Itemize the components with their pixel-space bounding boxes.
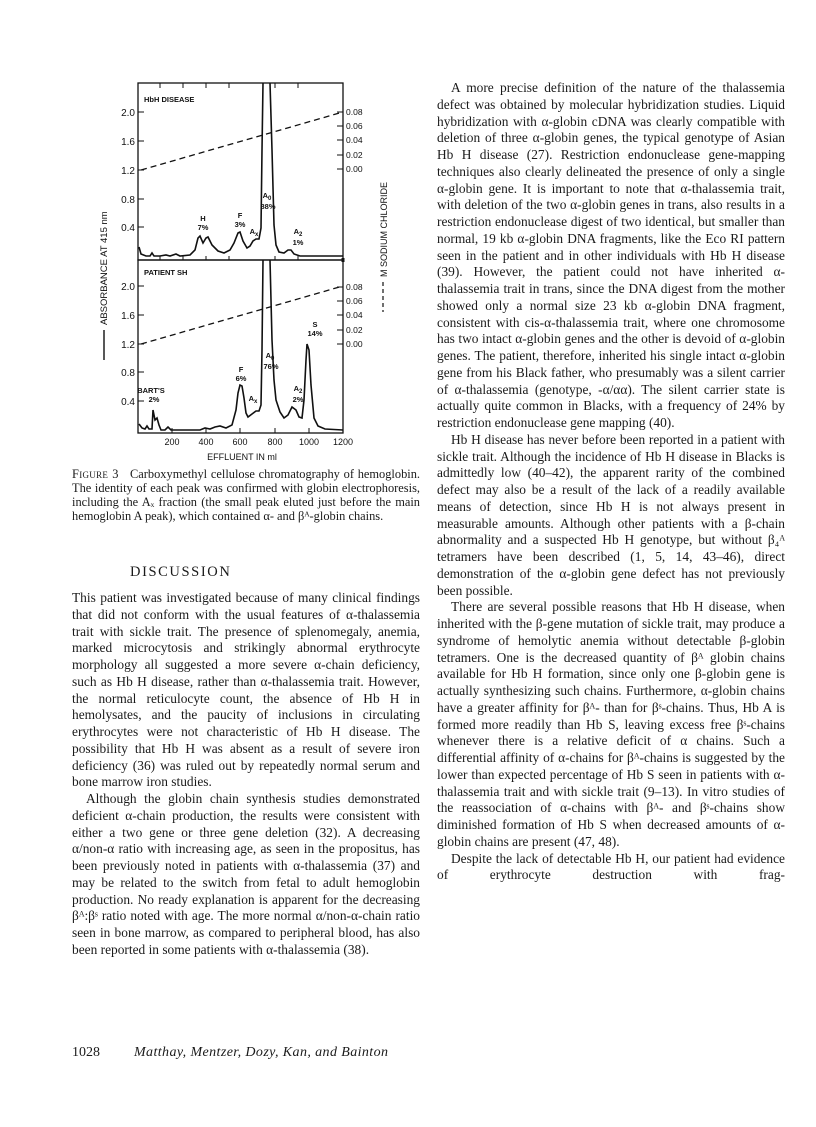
svg-text:14%: 14% (307, 329, 323, 338)
paragraph: Hb H disease has never before been reported in a patient with sickle trait. Although the incidence of Hb H disease in Blacks is admittedly low (40–42), the apparent rarity of the combined defect may also be a result of the lack of a readily available means of detection, since Hb H is not always present in measurable amounts. Although other patients with a β-chain abnormality and a suspected Hb H genotype, but without β₄ᴬ tetramers have been described (1, 5, 14, 43–46), direct demonstration of the α-globin gene defect has not previously been possible. (437, 431, 785, 598)
paragraph: This patient was investigated because of many clinical findings that did not conform with the usual features of α-thalassemia trait with sickle trait. The presence of splenomegaly, anemia, marked microcytosis and strikingly abnormal erythrocyte morphology all suggested a more severe α-chain deficiency, such as Hb H disease, rather than α-thalassemia trait. However, the normal reticulocyte count, the absence of Hb H in hemolysates, and the paucity of inclusions in circulating erythrocytes were not characteristic of Hb H disease. The possibility that Hb H was absent as a result of severe iron deficiency (36) was ruled out by repeatedly normal serum and bone marrow iron studies. (72, 590, 420, 790)
svg-text:Ax: $A_x$ (248, 394, 258, 405)
svg-text:2.0: 2.0 (121, 108, 135, 119)
running-authors: Matthay, Mentzer, Dozy, Kan, and Bainton (134, 1045, 389, 1060)
left-axis-label (99, 211, 110, 360)
right-axis-label (379, 182, 389, 312)
svg-text:0.06: 0.06 (346, 121, 363, 131)
svg-text:0.02: 0.02 (346, 325, 363, 335)
svg-text:0.02: 0.02 (346, 150, 363, 160)
absorbance-trace-hbh (139, 83, 343, 256)
page-footer (72, 1045, 420, 1061)
svg-text:600: 600 (232, 437, 248, 447)
peak-labels-patient (137, 320, 323, 405)
chromatography-figure (0, 0, 430, 460)
svg-text:6%: 6% (235, 374, 247, 383)
svg-text:1.6: 1.6 (121, 311, 135, 322)
peak-labels-hbh (198, 191, 304, 247)
panel-title-hbh: HbH DISEASE (144, 95, 195, 104)
svg-text:1000: 1000 (298, 437, 320, 447)
svg-text:BART'S: BART'S (137, 386, 165, 395)
svg-text:1%: 1% (292, 238, 304, 247)
svg-text:1.2: 1.2 (121, 340, 135, 351)
svg-text:0.4: 0.4 (121, 397, 135, 408)
svg-text:0.4: 0.4 (121, 223, 135, 234)
svg-text:Ax: $A_x$ (249, 227, 259, 238)
svg-text:2%: 2% (292, 395, 304, 404)
panel-title-patient: PATIENT SH (144, 268, 188, 277)
svg-text:76%: 76% (263, 362, 279, 371)
svg-text:7%: 7% (197, 223, 209, 232)
svg-text:0.8: 0.8 (121, 368, 135, 379)
y-tick-labels (121, 108, 135, 408)
svg-text:M SODIUM CHLORIDE: M SODIUM CHLORIDE (379, 181, 389, 277)
svg-text:H: H (200, 214, 206, 223)
svg-text:88%: 88% (260, 202, 276, 211)
paragraph: A more precise definition of the nature of the thalassemia defect was obtained by molecular hybridization studies. Liquid hybridization with α-globin cDNA was clearly compatible with deletion of three α-globin genes, the typical genotype of Asian Hb H disease (27). Restriction endonuclease gene-mapping techniques also clearly delineated the presence of only a single α-globin gene. It is important to note that α-thalassemia trait, with deletion of the two α-globin genes in trans, also results in a restriction endonuclease digest of two identical, but smaller than normal, 19 kb α-globin DNA fragments, like the Eco RI pattern seen in the patient and in other individuals with Hb H disease (39). However, the patient could not have inherited α-thalassemia trait in trans, since the DNA digest from the mother showed only a normal size 23 kb α-globin DNA fragment, consistent with cis-α-thalassemia trait, where one chromosome has two intact α-globin genes and the other is devoid of α-globin genes. The patient, therefore, inherited his single intact α-globin gene from his Black father, who presumably was a silent carrier of α-thalassemia (genotype, -α/αα). The silent carrier state is actually quite common in Blacks, with a frequency of 24% by restriction endonuclease gene mapping (40). (437, 80, 785, 430)
paragraph: There are several possible reasons that Hb H disease, when inherited with the β-gene mutation of sickle trait, may produce a syndrome of hemolytic anemia without detectable β-globin tetramers. One is the decreased quantity of βᴬ globin chains available for Hb H formation, since only one β-globin gene is actually synthesizing such chains. Furthermore, α-globin chains have a greater affinity for βᴬ- than for βˢ-chains. Thus, Hb A is formed more readily than Hb S, leaving excess free βˢ-chains whenever there is a relative deficit of α chains. Such a differential affinity of α-chains for βᴬ-chains is suggested by the lower than expected percentage of Hb S seen in patients with α-thalassemia trait and with sickle trait (9–13). In vitro studies of the reassociation of α-chains with βᴬ- and βˢ-chains show diminished formation of Hb S when decreased amounts of α-globin chains are present (47, 48). (437, 599, 785, 849)
svg-text:A0: $A_0$ (265, 351, 275, 362)
svg-text:0.00: 0.00 (346, 164, 363, 174)
svg-text:1.6: 1.6 (121, 137, 135, 148)
svg-text:0.08: 0.08 (346, 107, 363, 117)
x-tick-labels (164, 437, 353, 447)
svg-text:0.8: 0.8 (121, 195, 135, 206)
x-axis-label: EFFLUENT IN ml (207, 452, 277, 460)
paragraph: Although the globin chain synthesis studies demonstrated deficient α-chain production, the results were consistent with either a two gene or three gene deletion (32). A decreasing α/non-α ratio with increasing age, as seen in the propositus, has been previously noted in patients with α-thalassemia (37) and may be related to the switch from fetal to adult hemoglobin production. No ready explanation is apparent for the decreasing βᴬ:βˢ ratio noted with age. The more normal α/non-α-chain ratio seen in bone marrow, as compared to peripheral blood, has also been reported in some patients with α-thalassemia (38). (72, 791, 420, 957)
svg-text:A0: $A_0$ (262, 191, 272, 202)
svg-text:800: 800 (267, 437, 283, 447)
svg-text:A2: $A_2$ (293, 384, 303, 395)
svg-text:0.08: 0.08 (346, 282, 363, 292)
svg-text:400: 400 (198, 437, 214, 447)
svg-text:3%: 3% (234, 220, 246, 229)
svg-text:ABSORBANCE AT 415 nm: ABSORBANCE AT 415 nm (99, 211, 110, 325)
caption-text: Carboxymethyl cellulose chromatography of hemoglobin. The identity of each peak was confirmed with globin electrophoresis, including the Aₓ fraction (the small peak eluted just before the main hemoglobin A peak), which contained α- and βᴬ-globin chains. (72, 467, 420, 523)
page-number: 1028 (72, 1045, 100, 1060)
y2-tick-labels (346, 107, 363, 349)
svg-text:1200: 1200 (332, 437, 354, 447)
svg-text:200: 200 (164, 437, 180, 447)
svg-text:F: F (237, 211, 243, 220)
nacl-gradient-top (141, 112, 343, 170)
svg-text:1.2: 1.2 (121, 166, 135, 177)
section-heading: DISCUSSION (130, 564, 232, 580)
absorbance-trace-patient (139, 260, 343, 430)
figure-caption (72, 467, 420, 523)
svg-text:0.04: 0.04 (346, 310, 363, 320)
svg-text:F: F (238, 365, 244, 374)
svg-text:0.00: 0.00 (346, 339, 363, 349)
right-column-body (437, 80, 785, 884)
svg-text:2.0: 2.0 (121, 282, 135, 293)
figure-label: Figure 3 (72, 467, 119, 481)
svg-text:A2: $A_2$ (293, 227, 303, 238)
paragraph: Despite the lack of detectable Hb H, our patient had evidence of erythrocyte destruction with frag- (437, 850, 785, 883)
svg-text:S: S (312, 320, 318, 329)
left-column-body (72, 590, 420, 959)
svg-text:2%: 2% (148, 395, 160, 404)
svg-text:0.06: 0.06 (346, 296, 363, 306)
svg-text:0.04: 0.04 (346, 135, 363, 145)
